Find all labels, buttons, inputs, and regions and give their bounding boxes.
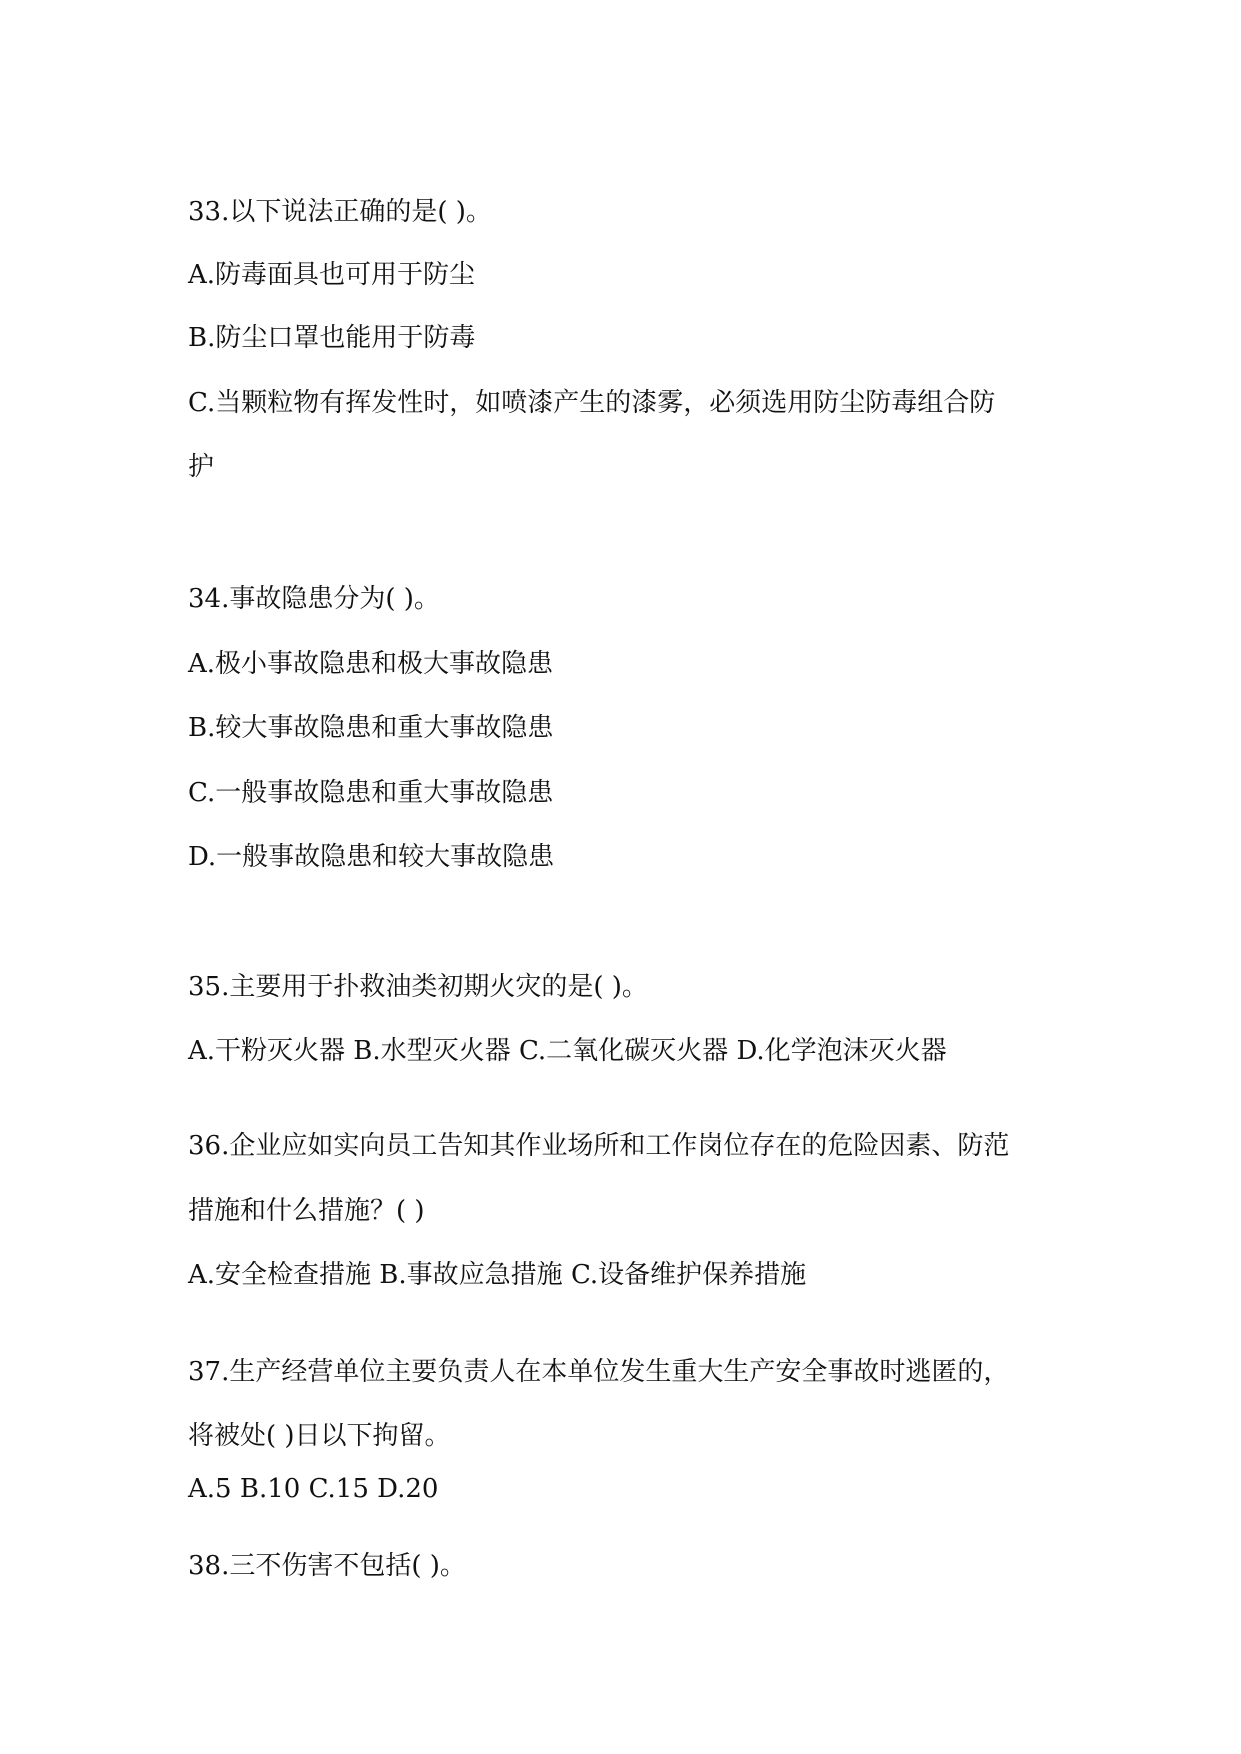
question-36-stem-continued: 措施和什么措施？( ): [188, 1196, 425, 1226]
question-34-option-d: D.一般事故隐患和较大事故隐患: [188, 842, 555, 872]
question-33-option-a: A.防毒面具也可用于防尘: [188, 260, 476, 290]
question-37-stem-continued: 将被处( )日以下拘留。: [188, 1421, 451, 1451]
question-36-options: A.安全检查措施 B.事故应急措施 C.设备维护保养措施: [188, 1260, 807, 1290]
question-35-stem: 35.主要用于扑救油类初期火灾的是( )。: [188, 972, 648, 1002]
question-37-options: A.5 B.10 C.15 D.20: [188, 1474, 439, 1504]
question-37-stem: 37.生产经营单位主要负责人在本单位发生重大生产安全事故时逃匿的，: [188, 1357, 1010, 1387]
question-35-options: A.干粉灭火器 B.水型灭火器 C.二氧化碳灭火器 D.化学泡沫灭火器: [188, 1036, 947, 1066]
question-33-stem: 33.以下说法正确的是( )。: [188, 197, 492, 227]
question-33-option-c-continued: 护: [188, 452, 215, 482]
question-36-stem: 36.企业应如实向员工告知其作业场所和工作岗位存在的危险因素、防范: [188, 1131, 1010, 1161]
question-38-stem: 38.三不伤害不包括( )。: [188, 1551, 466, 1581]
question-33-option-b: B.防尘口罩也能用于防毒: [188, 323, 476, 353]
question-34-option-c: C.一般事故隐患和重大事故隐患: [188, 778, 554, 808]
question-34-option-b: B.较大事故隐患和重大事故隐患: [188, 713, 554, 743]
question-34-stem: 34.事故隐患分为( )。: [188, 584, 440, 614]
question-34-option-a: A.极小事故隐患和极大事故隐患: [188, 649, 554, 679]
question-33-option-c: C.当颗粒物有挥发性时，如喷漆产生的漆雾，必须选用防尘防毒组合防: [188, 388, 996, 418]
